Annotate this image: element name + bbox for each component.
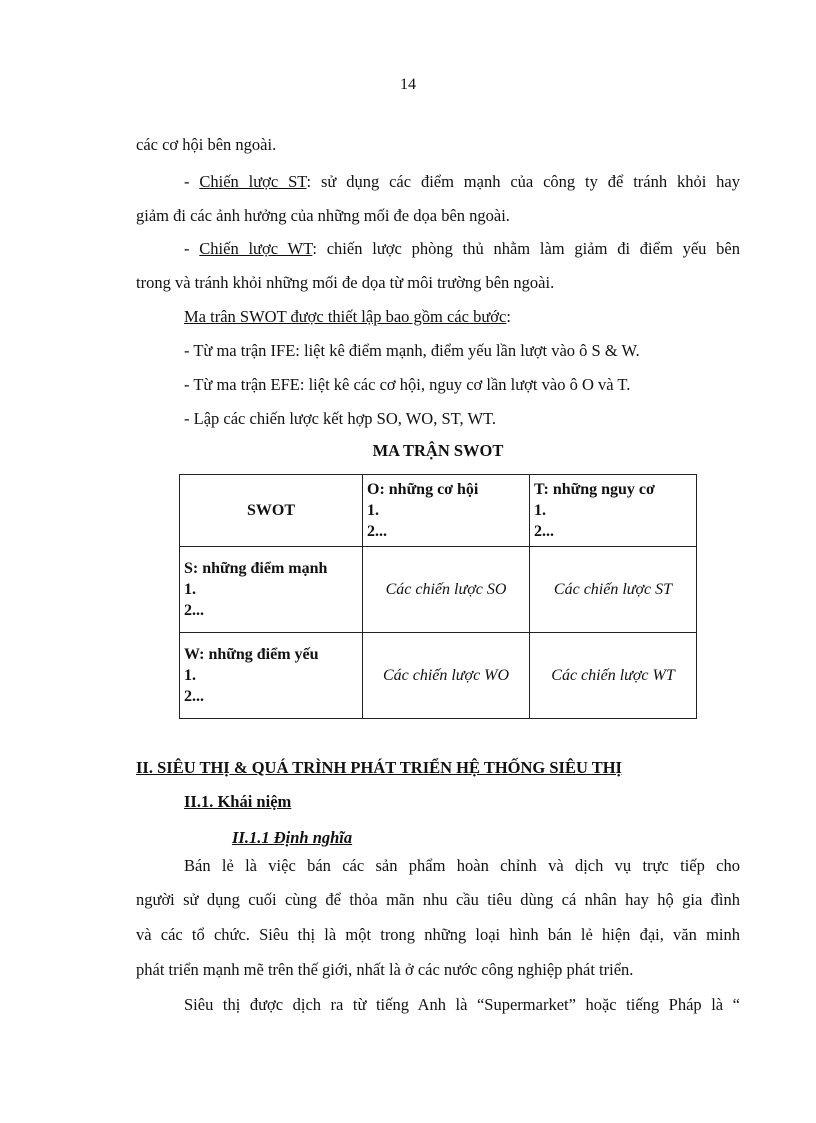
wo-strategies-cell: Các chiến lược WO [363,633,530,719]
text-line: trong và tránh khỏi những mối đe dọa từ môi trường bên ngoài. [136,273,555,292]
wt-strategies-cell: Các chiến lược WT [530,633,697,719]
step-1: - Từ ma trận IFE: liệt kê điểm mạnh, điểm yếu lần lượt vào ô S & W. [184,341,640,360]
paragraph-line: Siêu thị được dịch ra từ tiếng Anh là “Supermarket” hoặc tiếng Pháp là “ [184,995,740,1014]
paragraph-line: Bán lẻ là việc bán các sản phẩm hoàn chỉnh và dịch vụ trực tiếp cho [184,856,740,875]
definition-heading: II.1.1 Định nghĩa [232,828,353,847]
paragraph-line: và các tổ chức. Siêu thị là một trong những loại hình bán lẻ hiện đại, văn minh [136,925,740,944]
page-number: 14 [400,76,416,93]
step-2: - Từ ma trận EFE: liệt kê các cơ hội, nguy cơ lần lượt vào ô O và T. [184,375,631,394]
paragraph-line: phát triển mạnh mẽ trên thế giới, nhất là ở các nước công nghiệp phát triển. [136,960,634,979]
step-3: - Lập các chiến lược kết hợp SO, WO, ST, WT. [184,409,497,428]
steps-title: Ma trân SWOT được thiết lập bao gồm các bước: [184,307,511,326]
strategy-wt-label: Chiến lược WT [199,239,313,258]
section-heading: II. SIÊU THỊ & QUÁ TRÌNH PHÁT TRIỂN HỆ THỐNG SIÊU THỊ [136,758,622,777]
text-line: giảm đi các ảnh hưởng của những mối đe dọa bên ngoài. [136,206,510,225]
paragraph-line: người sử dụng cuối cùng để thỏa mãn nhu cầu tiêu dùng cá nhân hay hộ gia đình [136,890,740,909]
text-line: các cơ hội bên ngoài. [136,135,277,154]
threats-header: T: những nguy cơ 1. 2... [530,475,697,547]
weaknesses-header: W: những điểm yếu 1. 2... [180,633,363,719]
swot-table [179,474,697,719]
swot-corner-cell: SWOT [180,475,363,547]
table-title: MA TRẬN SWOT [372,441,504,460]
st-strategies-cell: Các chiến lược ST [530,547,697,633]
so-strategies-cell: Các chiến lược SO [363,547,530,633]
strategy-wt-line: - Chiến lược WT: chiến lược phòng thủ nhằm làm giảm đi điểm yếu bên [184,239,740,258]
opportunities-header: O: những cơ hội 1. 2... [363,475,530,547]
strategy-st-line: - Chiến lược ST: sử dụng các điểm mạnh của công ty để tránh khỏi hay [184,172,740,191]
subsection-heading: II.1. Khái niệm [184,792,292,811]
strengths-header: S: những điểm mạnh 1. 2... [180,547,363,633]
strategy-st-label: Chiến lược ST [199,172,307,191]
